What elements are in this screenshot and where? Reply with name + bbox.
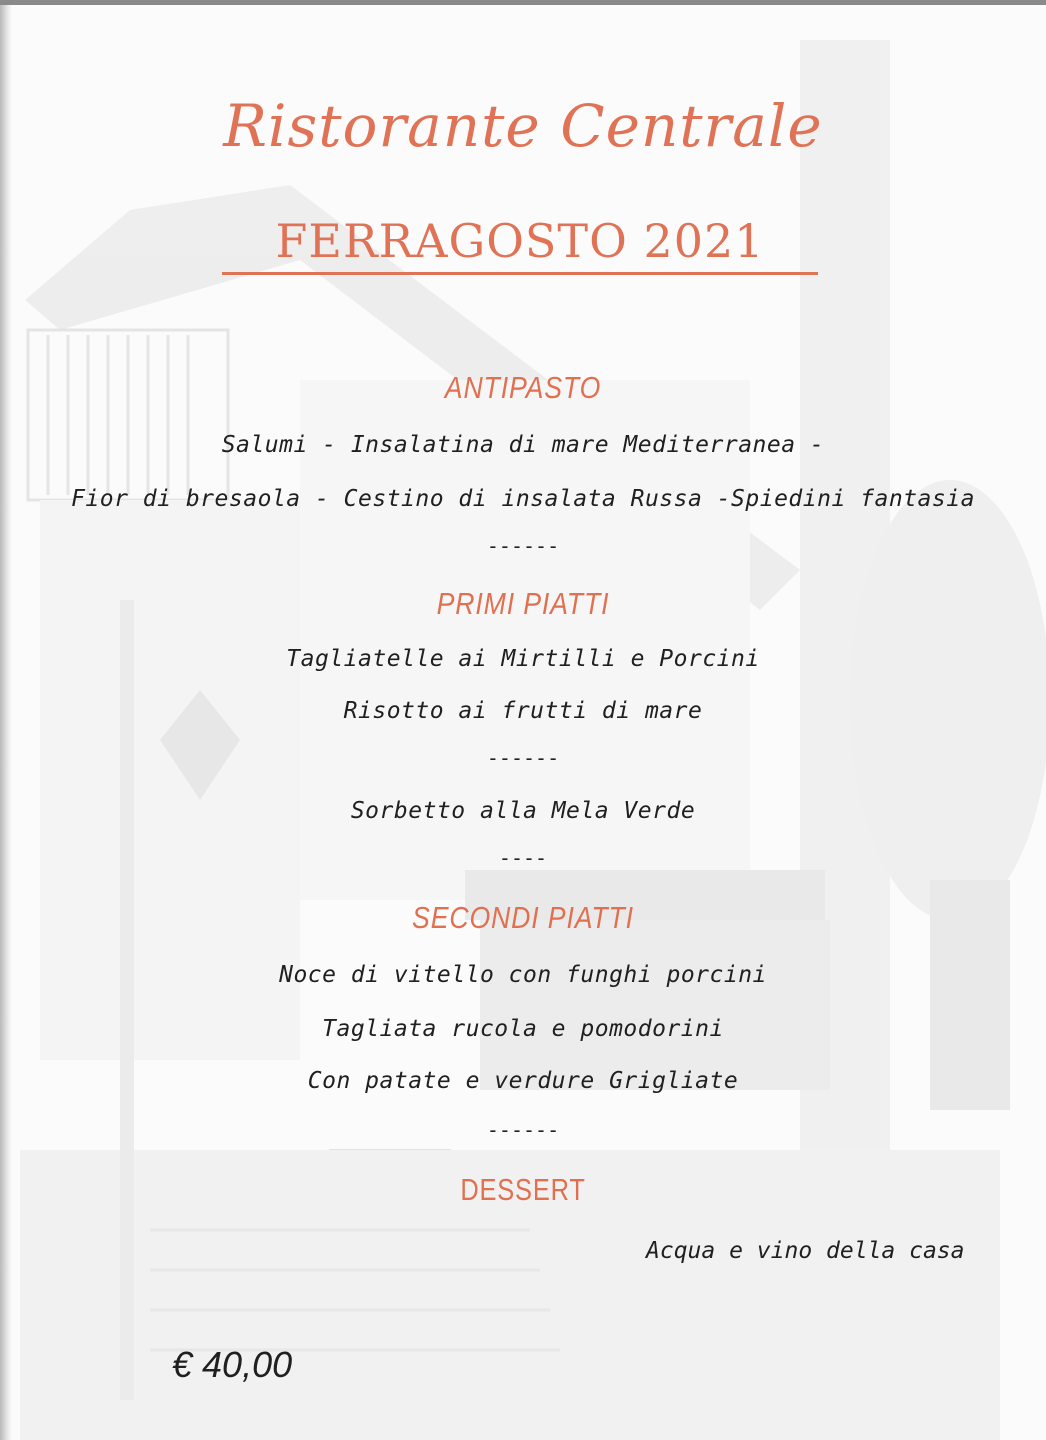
menu-line: Fior di bresaola - Cestino di insalata Russa -Spiedini fantasia	[71, 486, 975, 512]
menu-line: Tagliatelle ai Mirtilli e Porcini	[286, 646, 760, 672]
separator: ----	[498, 846, 548, 870]
restaurant-name: Ristorante Centrale	[223, 92, 823, 160]
menu-price: € 40,00	[172, 1344, 293, 1385]
menu-line: Tagliata rucola e pomodorini	[322, 1016, 724, 1042]
section-heading-dessert: DESSERT	[460, 1172, 586, 1207]
section-heading-secondi: SECONDI PIATTI	[412, 900, 634, 935]
menu-line: Noce di vitello con funghi porcini	[279, 962, 767, 988]
event-title: FERRAGOSTO 2021	[222, 214, 818, 275]
section-heading-primi: PRIMI PIATTI	[436, 586, 610, 621]
menu-line: Sorbetto alla Mela Verde	[350, 798, 696, 824]
separator: ------	[486, 1118, 560, 1142]
drinks-note: Acqua e vino della casa	[646, 1238, 965, 1264]
menu-line: Risotto ai frutti di mare	[343, 698, 703, 724]
section-heading-antipasto: ANTIPASTO	[444, 370, 602, 405]
separator: ------	[486, 534, 560, 558]
separator: ------	[486, 746, 560, 770]
menu-line: Con patate e verdure Grigliate	[307, 1068, 739, 1094]
scan-edge-top	[0, 0, 1046, 5]
menu-line: Salumi - Insalatina di mare Mediterranea -	[221, 432, 825, 458]
